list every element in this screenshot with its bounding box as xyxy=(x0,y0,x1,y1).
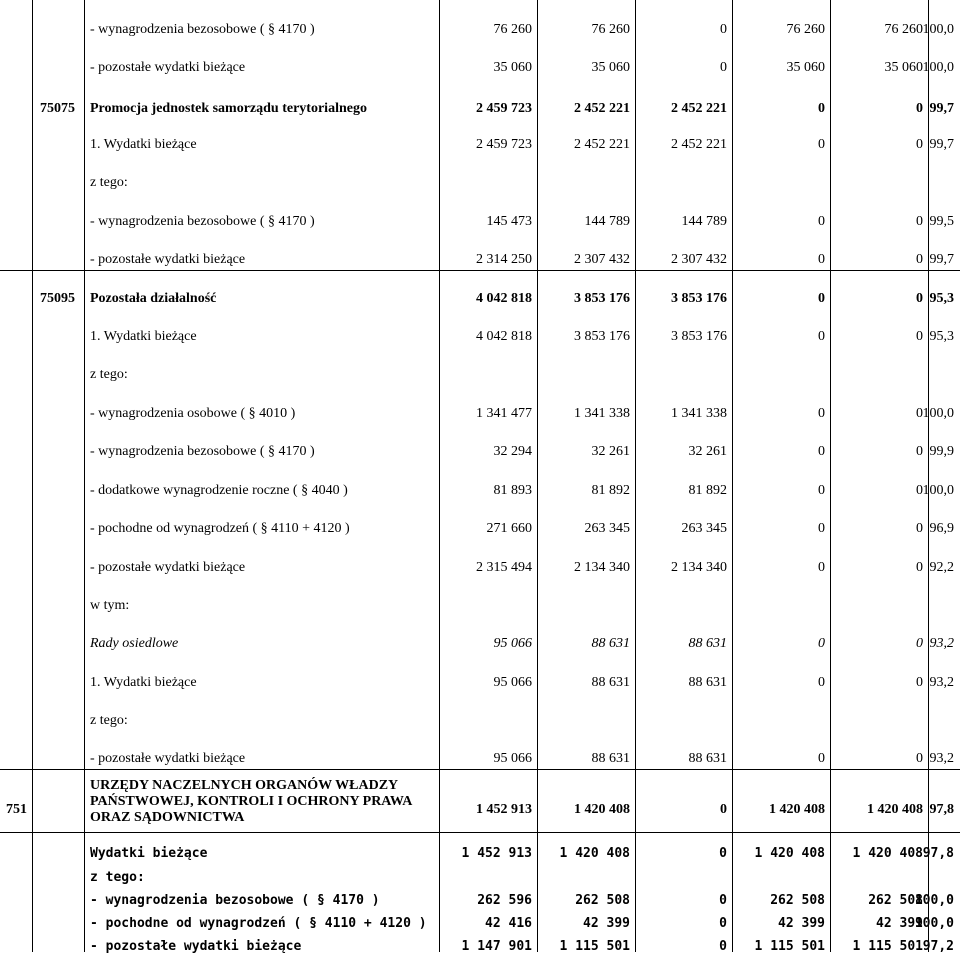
column-divider xyxy=(830,0,831,952)
value-cell: 0 xyxy=(818,751,825,766)
row-description: - pochodne od wynagrodzeń ( § 4110 + 4120 ) xyxy=(90,916,427,931)
value-cell: 76 260 xyxy=(591,22,630,37)
value-cell: 2 134 340 xyxy=(671,560,727,575)
value-cell: 99,9 xyxy=(929,444,954,459)
value-cell: 0 xyxy=(916,406,923,421)
value-cell: 92,2 xyxy=(929,560,954,575)
row-description: 1. Wydatki bieżące xyxy=(90,137,197,152)
value-cell: 35 060 xyxy=(786,60,825,75)
value-cell: 35 060 xyxy=(591,60,630,75)
value-cell: 1 115 501 xyxy=(852,939,923,954)
row-description: - wynagrodzenia bezosobowe ( § 4170 ) xyxy=(90,444,315,459)
value-cell: 99,7 xyxy=(929,252,954,267)
value-cell: 93,2 xyxy=(929,675,954,690)
value-cell: 0 xyxy=(818,252,825,267)
value-cell: 100,0 xyxy=(914,893,954,908)
value-cell: 2 459 723 xyxy=(476,137,532,152)
value-cell: 0 xyxy=(720,60,727,75)
row-description: - dodatkowe wynagrodzenie roczne ( § 4040 ) xyxy=(90,483,348,498)
value-cell: 100,0 xyxy=(922,22,954,37)
row-description: Wydatki bieżące xyxy=(90,846,208,861)
value-cell: 0 xyxy=(916,675,923,690)
value-cell: 263 345 xyxy=(681,521,727,536)
value-cell: 76 260 xyxy=(493,22,532,37)
value-cell: 32 261 xyxy=(591,444,630,459)
value-cell: 42 399 xyxy=(876,916,923,931)
value-cell: 0 xyxy=(720,22,727,37)
value-cell: 35 060 xyxy=(884,60,923,75)
value-cell: 0 xyxy=(818,560,825,575)
value-cell: 3 853 176 xyxy=(574,329,630,344)
value-cell: 32 261 xyxy=(688,444,727,459)
value-cell: 95 066 xyxy=(493,751,532,766)
row-description: 1. Wydatki bieżące xyxy=(90,675,197,690)
row-description: Promocja jednostek samorządu terytorialnego xyxy=(90,101,367,116)
value-cell: 1 420 408 xyxy=(574,802,630,817)
value-cell: 88 631 xyxy=(688,751,727,766)
value-cell: 144 789 xyxy=(584,214,630,229)
column-divider xyxy=(84,0,85,952)
row-divider xyxy=(0,270,960,271)
row-description: - wynagrodzenia bezosobowe ( § 4170 ) xyxy=(90,22,315,37)
value-cell: 93,2 xyxy=(929,751,954,766)
value-cell: 1 147 901 xyxy=(461,939,532,954)
value-cell: 99,7 xyxy=(929,137,954,152)
column-divider xyxy=(439,0,440,952)
value-cell: 0 xyxy=(719,893,727,908)
value-cell: 0 xyxy=(916,751,923,766)
row-description: - pozostałe wydatki bieżące xyxy=(90,560,246,575)
row-description: Pozostała działalność xyxy=(90,291,217,306)
value-cell: 2 307 432 xyxy=(671,252,727,267)
value-cell: 0 xyxy=(818,101,825,116)
row-description: z tego: xyxy=(90,870,145,885)
value-cell: 0 xyxy=(916,444,923,459)
section-code: 751 xyxy=(6,802,27,817)
value-cell: 262 596 xyxy=(477,893,532,908)
value-cell: 263 345 xyxy=(584,521,630,536)
column-divider xyxy=(732,0,733,952)
value-cell: 1 115 501 xyxy=(559,939,630,954)
value-cell: 100,0 xyxy=(922,406,954,421)
value-cell: 2 134 340 xyxy=(574,560,630,575)
value-cell: 0 xyxy=(916,560,923,575)
value-cell: 88 631 xyxy=(688,636,727,651)
value-cell: 0 xyxy=(720,802,727,817)
value-cell: 95,3 xyxy=(929,291,954,306)
value-cell: 0 xyxy=(916,483,923,498)
value-cell: 0 xyxy=(818,329,825,344)
value-cell: 97,2 xyxy=(922,939,954,954)
value-cell: 88 631 xyxy=(591,675,630,690)
value-cell: 2 452 221 xyxy=(574,137,630,152)
value-cell: 145 473 xyxy=(486,214,532,229)
value-cell: 99,5 xyxy=(929,214,954,229)
value-cell: 35 060 xyxy=(493,60,532,75)
value-cell: 0 xyxy=(916,329,923,344)
value-cell: 0 xyxy=(818,291,825,306)
row-divider xyxy=(0,769,960,770)
value-cell: 96,9 xyxy=(929,521,954,536)
value-cell: 97,8 xyxy=(929,802,954,817)
value-cell: 4 042 818 xyxy=(476,329,532,344)
value-cell: 0 xyxy=(719,939,727,954)
row-description: Rady osiedlowe xyxy=(90,636,179,651)
value-cell: 95 066 xyxy=(493,675,532,690)
value-cell: 1 115 501 xyxy=(754,939,825,954)
row-description: - wynagrodzenia bezosobowe ( § 4170 ) xyxy=(90,893,380,908)
value-cell: 42 399 xyxy=(778,916,825,931)
value-cell: 1 452 913 xyxy=(476,802,532,817)
column-divider xyxy=(635,0,636,952)
row-description: - pozostałe wydatki bieżące xyxy=(90,751,246,766)
value-cell: 3 853 176 xyxy=(574,291,630,306)
value-cell: 81 893 xyxy=(493,483,532,498)
row-description: - wynagrodzenia bezosobowe ( § 4170 ) xyxy=(90,214,315,229)
value-cell: 100,0 xyxy=(922,60,954,75)
value-cell: 2 452 221 xyxy=(671,101,727,116)
value-cell: 144 789 xyxy=(681,214,727,229)
value-cell: 42 399 xyxy=(583,916,630,931)
value-cell: 0 xyxy=(818,444,825,459)
row-description: z tego: xyxy=(90,175,128,190)
value-cell: 81 892 xyxy=(591,483,630,498)
value-cell: 32 294 xyxy=(493,444,532,459)
value-cell: 2 314 250 xyxy=(476,252,532,267)
value-cell: 0 xyxy=(916,291,923,306)
value-cell: 81 892 xyxy=(688,483,727,498)
value-cell: 88 631 xyxy=(591,751,630,766)
row-description: - pochodne od wynagrodzeń ( § 4110 + 4120 ) xyxy=(90,521,350,536)
row-description: - pozostałe wydatki bieżące xyxy=(90,60,246,75)
row-description: - pozostałe wydatki bieżące xyxy=(90,252,246,267)
value-cell: 0 xyxy=(916,137,923,152)
value-cell: 1 420 408 xyxy=(852,846,923,861)
value-cell: 271 660 xyxy=(486,521,532,536)
value-cell: 0 xyxy=(719,916,727,931)
row-description: w tym: xyxy=(90,598,130,613)
value-cell: 93,2 xyxy=(929,636,954,651)
value-cell: 100,0 xyxy=(922,483,954,498)
value-cell: 0 xyxy=(916,101,923,116)
value-cell: 2 452 221 xyxy=(671,137,727,152)
value-cell: 99,7 xyxy=(929,101,954,116)
value-cell: 262 508 xyxy=(575,893,630,908)
row-description: URZĘDY NACZELNYCH ORGANÓW WŁADZY PAŃSTWOWEJ, KONTROLI I OCHRONY PRAWA ORAZ SĄDOWNICTWA xyxy=(90,778,412,825)
value-cell: 0 xyxy=(916,521,923,536)
value-cell: 0 xyxy=(916,252,923,267)
column-divider xyxy=(32,0,33,952)
value-cell: 0 xyxy=(818,521,825,536)
value-cell: 1 420 408 xyxy=(769,802,825,817)
value-cell: 0 xyxy=(818,483,825,498)
value-cell: 0 xyxy=(818,406,825,421)
value-cell: 2 459 723 xyxy=(476,101,532,116)
value-cell: 1 341 338 xyxy=(671,406,727,421)
value-cell: 0 xyxy=(916,636,923,651)
value-cell: 1 420 408 xyxy=(867,802,923,817)
value-cell: 0 xyxy=(818,137,825,152)
value-cell: 3 853 176 xyxy=(671,329,727,344)
row-divider xyxy=(0,832,960,833)
value-cell: 0 xyxy=(916,214,923,229)
value-cell: 95 066 xyxy=(493,636,532,651)
value-cell: 262 508 xyxy=(868,893,923,908)
value-cell: 2 307 432 xyxy=(574,252,630,267)
column-divider xyxy=(537,0,538,952)
section-code: 75095 xyxy=(40,291,75,306)
value-cell: 2 315 494 xyxy=(476,560,532,575)
value-cell: 4 042 818 xyxy=(476,291,532,306)
row-description: z tego: xyxy=(90,713,128,728)
value-cell: 95,3 xyxy=(929,329,954,344)
value-cell: 1 341 338 xyxy=(574,406,630,421)
row-description: - wynagrodzenia osobowe ( § 4010 ) xyxy=(90,406,296,421)
row-description: - pozostałe wydatki bieżące xyxy=(90,939,302,954)
value-cell: 100,0 xyxy=(914,916,954,931)
value-cell: 0 xyxy=(818,214,825,229)
value-cell: 97,8 xyxy=(922,846,954,861)
value-cell: 1 420 408 xyxy=(559,846,630,861)
section-code: 75075 xyxy=(40,101,75,116)
value-cell: 42 416 xyxy=(485,916,532,931)
value-cell: 88 631 xyxy=(688,675,727,690)
value-cell: 2 452 221 xyxy=(574,101,630,116)
value-cell: 88 631 xyxy=(591,636,630,651)
value-cell: 1 341 477 xyxy=(476,406,532,421)
row-description: 1. Wydatki bieżące xyxy=(90,329,197,344)
value-cell: 0 xyxy=(818,636,825,651)
value-cell: 3 853 176 xyxy=(671,291,727,306)
value-cell: 1 452 913 xyxy=(461,846,532,861)
value-cell: 0 xyxy=(818,675,825,690)
value-cell: 0 xyxy=(719,846,727,861)
value-cell: 262 508 xyxy=(770,893,825,908)
row-description: z tego: xyxy=(90,367,128,382)
value-cell: 76 260 xyxy=(884,22,923,37)
value-cell: 76 260 xyxy=(786,22,825,37)
value-cell: 1 420 408 xyxy=(754,846,825,861)
